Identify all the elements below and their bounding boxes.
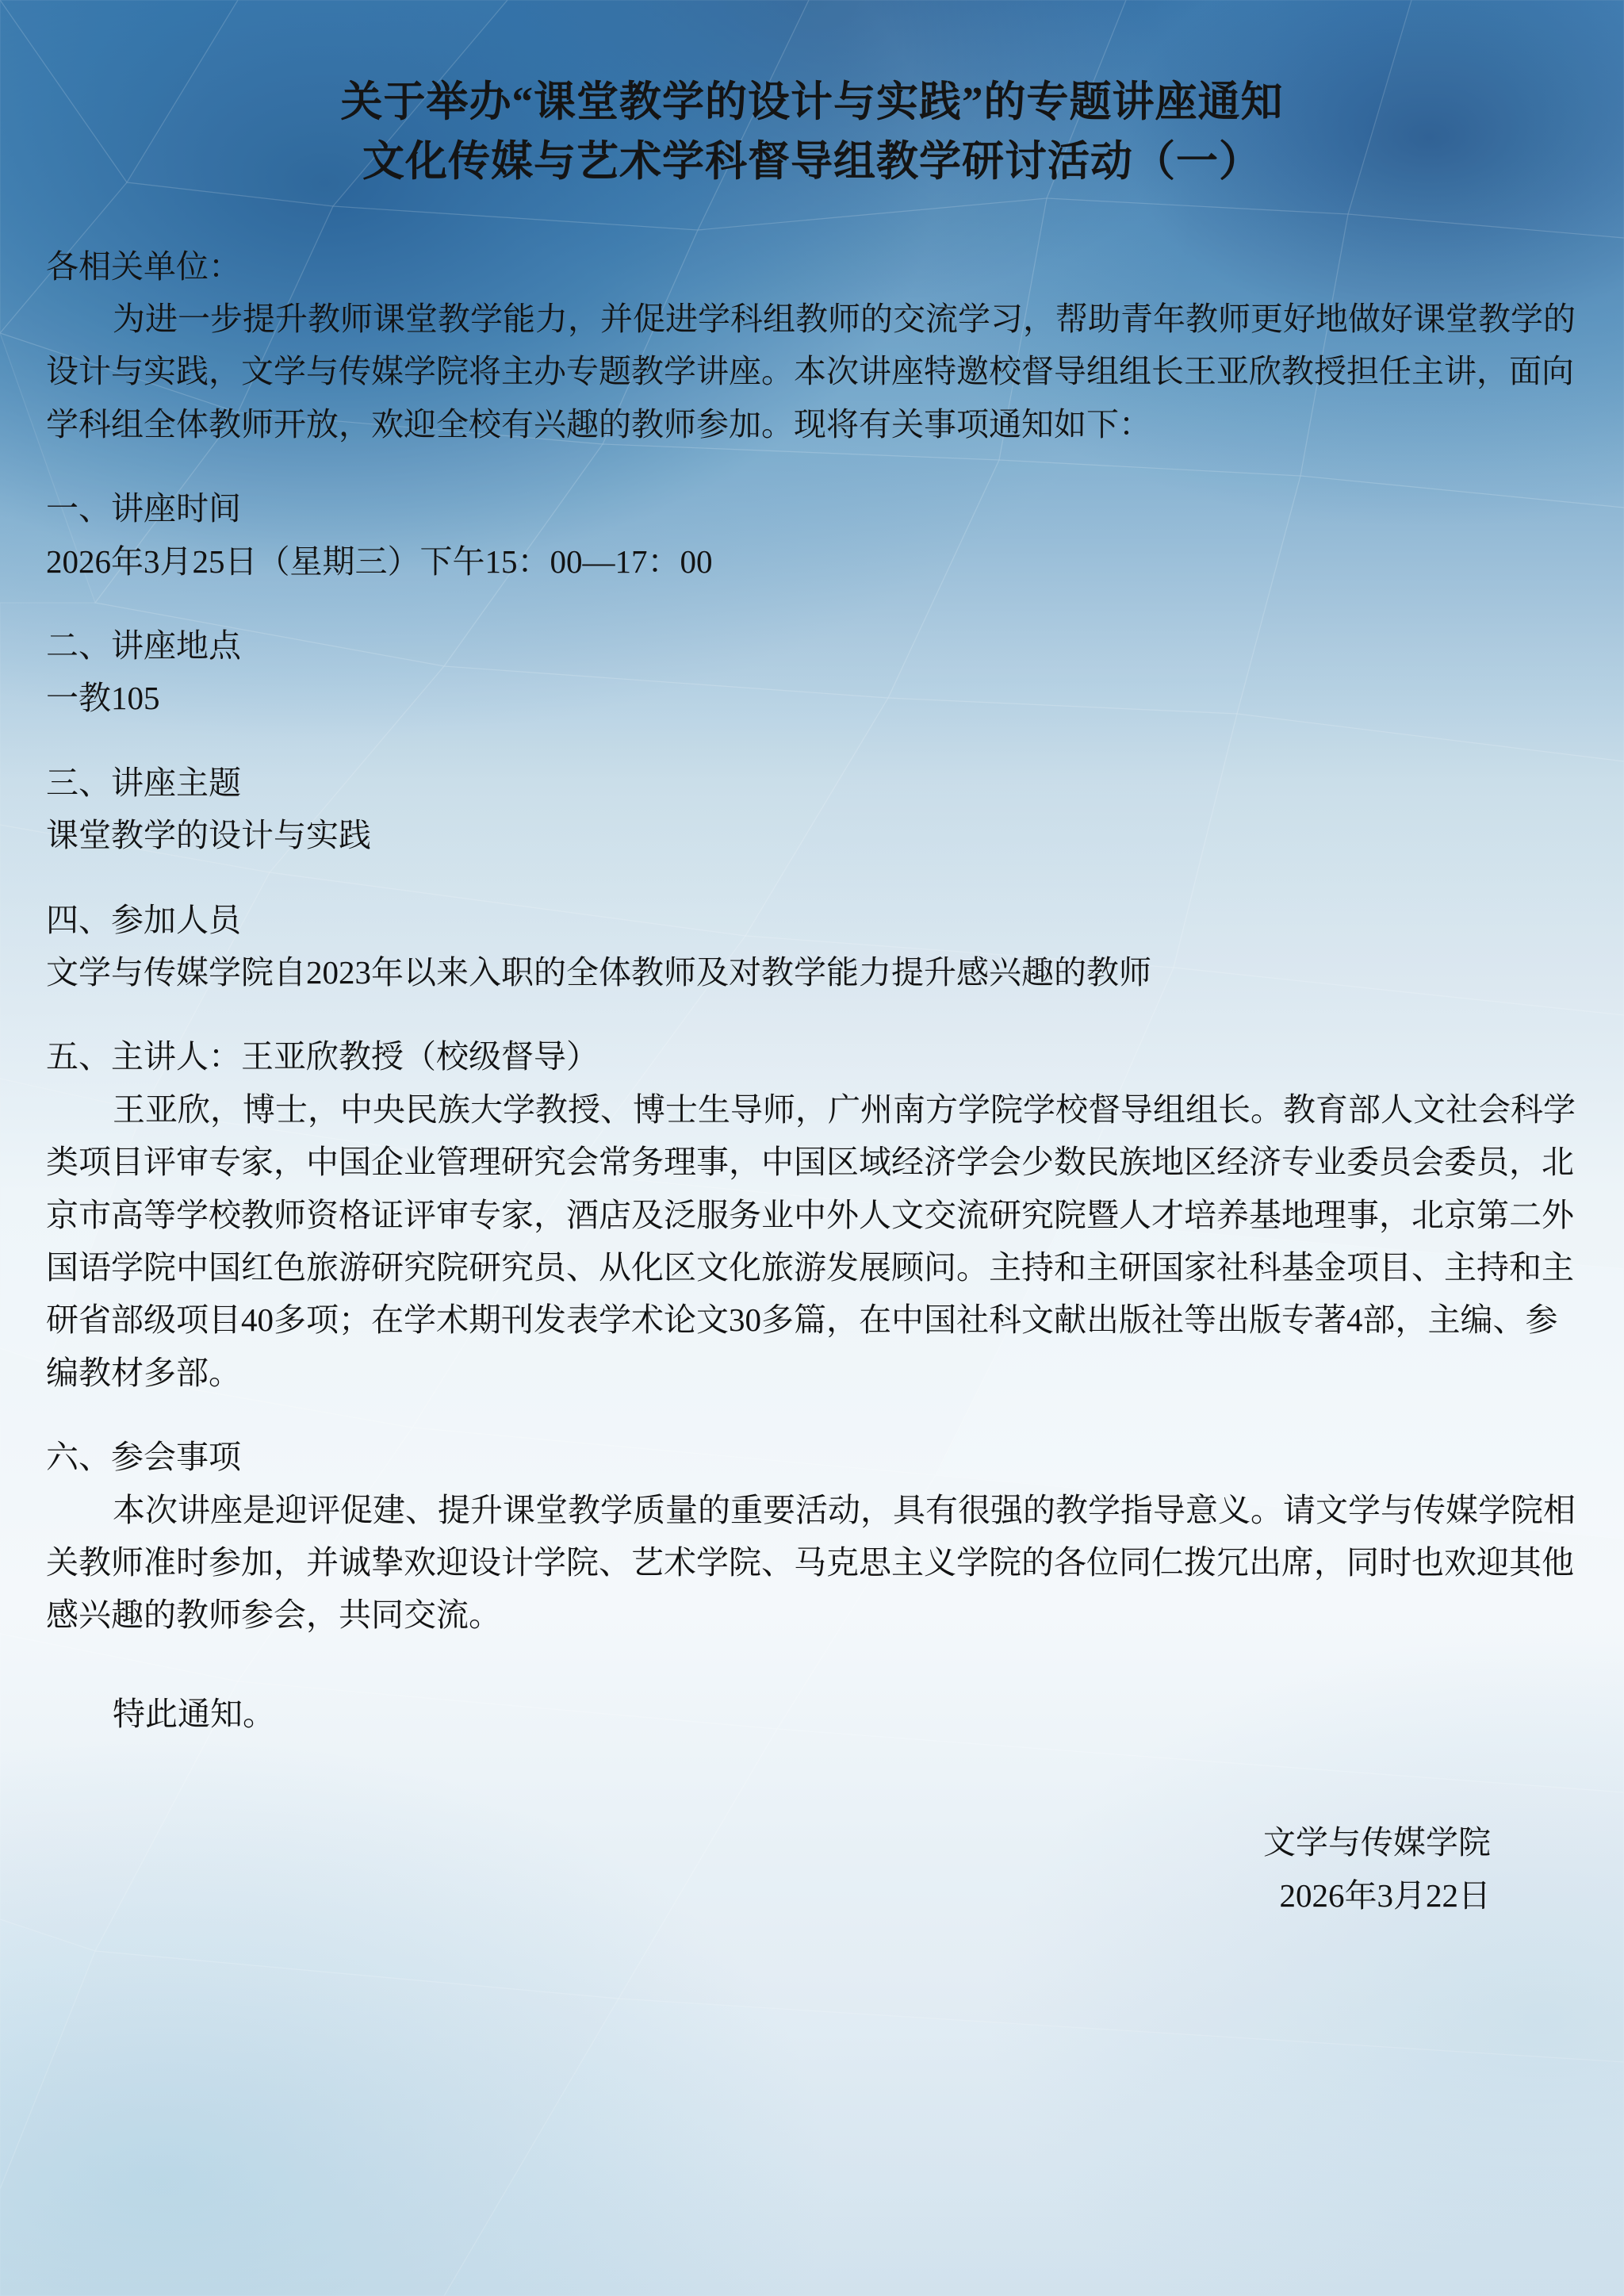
salutation: 各相关单位： (46, 247, 241, 285)
signature-block (46, 1816, 1578, 1922)
section-body-6: 本次讲座是迎评促建、提升课堂教学质量的重要活动，具有很强的教学指导意义。请文学与传媒学院相关教师准时参加，并诚挚欢迎设计学院、艺术学院、马克思主义学院的各位同仁拨冗出席，同时也欢迎其他感兴趣的教师参会，共同交流。 (46, 1491, 1576, 1634)
closing-statement: 特此通知。 (113, 1695, 275, 1732)
title-line-2: 文化传媒与艺术学科督导组教学研讨活动（一） (362, 139, 1262, 186)
document-title (0, 0, 1624, 193)
section-heading-3: 三、讲座主题 (46, 764, 241, 801)
section-heading-1: 一、讲座时间 (46, 490, 241, 527)
section-heading-5: 五、主讲人：王亚欣教授（校级督导） (46, 1038, 599, 1075)
title-line-1: 关于举办“课堂教学的设计与实践”的专题讲座通知 (340, 79, 1284, 125)
signature-organization: 文学与传媒学院 (1263, 1824, 1491, 1861)
section-body-4: 文学与传媒学院自2023年以来入职的全体教师及对教学能力提升感兴趣的教师 (46, 953, 1151, 991)
section-body-3: 课堂教学的设计与实践 (46, 817, 371, 854)
section-body-5: 王亚欣，博士，中央民族大学教授、博士生导师，广州南方学院学校督导组组长。教育部人文社会科学类项目评审专家，中国企业管理研究会常务理事，中国区域经济学会少数民族地区经济专业委员会委员，北京市高等学校教师资格证评审专家，酒店及泛服务业中外人文交流研究院暨人才培养基地理事，北京第二外国语学院中国红色旅游研究院研究员、从化区文化旅游发展顾问。主持和主研国家社科基金项目、主持和主研省部级项目40多项；在学术期刊发表学术论文30多篇，在中国社科文献出版社等出版专著4部，主编、参编教材多部。 (46, 1091, 1576, 1391)
section-heading-4: 四、参加人员 (46, 901, 241, 938)
section-heading-6: 六、参会事项 (46, 1439, 241, 1476)
section-body-1: 2026年3月25日（星期三）下午15：00—17：00 (46, 542, 713, 580)
signature-date: 2026年3月22日 (1279, 1876, 1491, 1914)
document-body (0, 193, 1624, 1922)
intro-paragraph: 为进一步提升教师课堂教学能力，并促进学科组教师的交流学习，帮助青年教师更好地做好课堂教学的设计与实践，文学与传媒学院将主办专题教学讲座。本次讲座特邀校督导组组长王亚欣教授担任主讲，面向学科组全体教师开放，欢迎全校有兴趣的教师参加。现将有关事项通知如下： (46, 300, 1576, 443)
section-body-2: 一教105 (46, 680, 160, 717)
section-heading-2: 二、讲座地点 (46, 627, 241, 664)
